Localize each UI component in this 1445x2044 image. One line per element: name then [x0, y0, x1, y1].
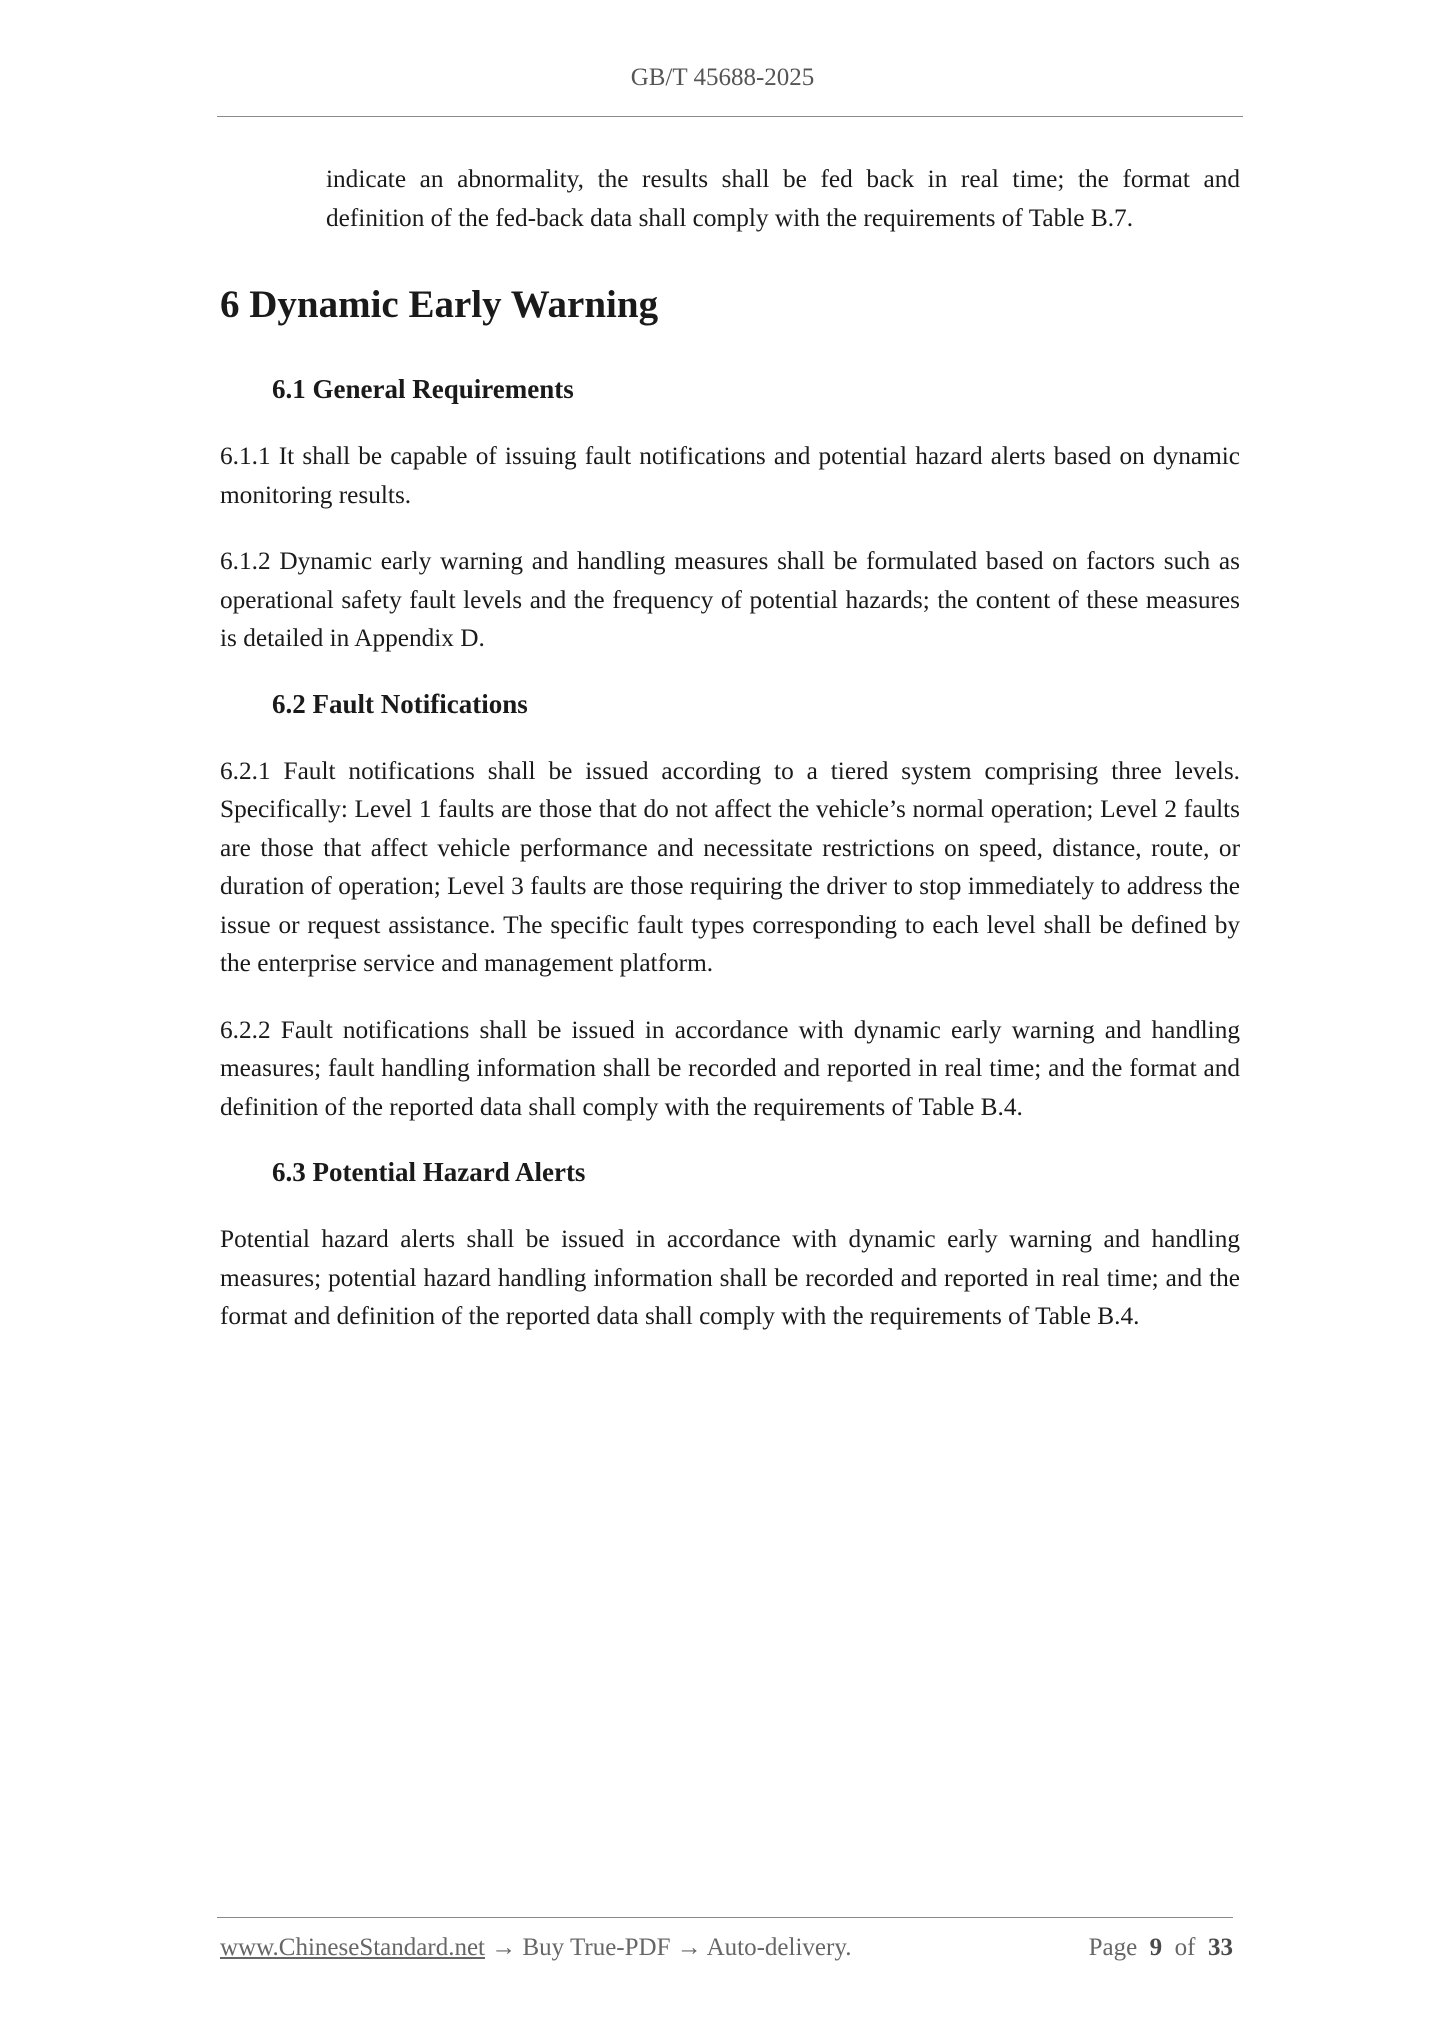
current-page-number: 9 — [1149, 1934, 1163, 1961]
section-6-heading: 6 Dynamic Early Warning — [220, 283, 659, 326]
website-link[interactable]: www.ChineseStandard.net — [220, 1934, 485, 1961]
of-label: of — [1174, 1934, 1196, 1961]
paragraph-6-3: Potential hazard alerts shall be issued in accordance with dynamic early warning and handling measures; potential hazard handling information shall be recorded and reported in real time; and the format and definition of the reported data shall comply with the requirements of Table B.4. — [220, 1225, 1240, 1330]
paragraph-6-2-1: 6.2.1 Fault notifications shall be issued according to a tiered system comprising three levels. Specifically: Level 1 faults are those that do not affect the vehicle’s normal operation; Level 2 faults are those that affect vehicle performance and necessitate restrictions on speed, distance, route, or duration of operation; Level 3 faults are those requiring the driver to stop immediately to address the issue or request assistance. The specific fault types corresponding to each level shall be defined by the enterprise service and management platform. — [220, 756, 1240, 977]
footer-promo — [220, 1934, 851, 1962]
auto-delivery-text: Auto-delivery. — [706, 1934, 852, 1961]
document-body — [220, 160, 1240, 1364]
paragraph-6-1-1: 6.1.1 It shall be capable of issuing fault notifications and potential hazard alerts based on dynamic monitoring results. — [220, 442, 1240, 509]
continuation-paragraph: indicate an abnormality, the results shall be fed back in real time; the format and definition of the fed-back data shall comply with the requirements of Table B.7. — [326, 165, 1240, 232]
page-label: Page — [1088, 1934, 1138, 1961]
paragraph-6-2-2: 6.2.2 Fault notifications shall be issued in accordance with dynamic early warning and handling measures; fault handling information shall be recorded and reported in real time; and the format and definition of the reported data shall comply with the requirements of Table B.4. — [220, 1015, 1240, 1121]
buy-true-pdf-text: Buy True-PDF — [522, 1934, 671, 1961]
section-6-2-heading: 6.2 Fault Notifications — [272, 688, 528, 719]
page-indicator — [1089, 1934, 1233, 1962]
paragraph-6-1-2: 6.1.2 Dynamic early warning and handling measures shall be formulated based on factors such as operational safety fault levels and the frequency of potential hazards; the content of these measures is detailed in Appendix D. — [220, 547, 1240, 652]
section-6-3-heading: 6.3 Potential Hazard Alerts — [272, 1157, 586, 1187]
document-header-title: GB/T 45688-2025 — [630, 64, 815, 91]
total-pages-number: 33 — [1208, 1934, 1233, 1961]
arrow-right-icon: → — [676, 1934, 702, 1961]
arrow-right-icon: → — [491, 1934, 517, 1961]
footer-divider — [217, 1917, 1233, 1918]
section-6-1-heading: 6.1 General Requirements — [272, 374, 574, 404]
header-divider — [217, 116, 1243, 117]
